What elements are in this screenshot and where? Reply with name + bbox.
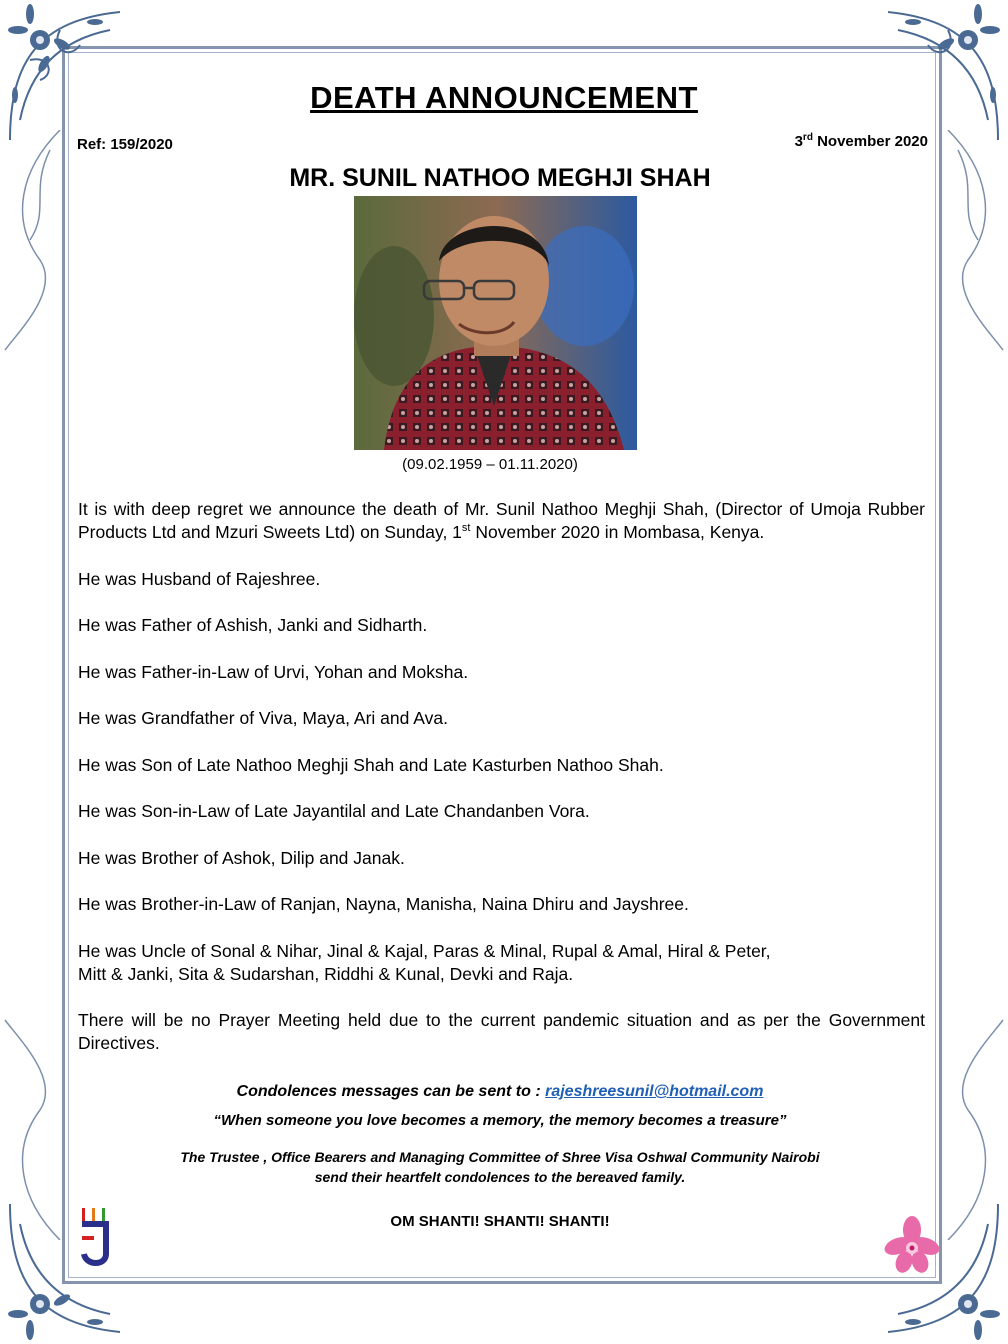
floral-corner-ornament-top-left: [0, 0, 150, 150]
relation-father-in-law: He was Father-in-Law of Urvi, Yohan and Moksha.: [78, 661, 469, 682]
announcement-date: 3rd November 2020: [794, 132, 928, 150]
lifespan-dates: (09.02.1959 – 01.11.2020): [402, 456, 578, 473]
condolence-email-link[interactable]: rajeshreesunil@hotmail.com: [545, 1083, 764, 1100]
deceased-name: MR. SUNIL NATHOO MEGHJI SHAH: [289, 164, 711, 192]
committee-message-line1: The Trustee , Office Bearers and Managing Committee of Shree Visa Oshwal Community Nairobi: [180, 1149, 820, 1165]
announcement-body: [78, 498, 925, 1079]
intro-paragraph: It is with deep regret we announce the death of Mr. Sunil Nathoo Meghji Shah, (Director of Umoja Rubber Products Ltd and Mzuri Sweets Ltd) on Sunday, 1st November 2020 in Mombasa, Kenya.: [78, 499, 925, 542]
relation-uncle: He was Uncle of Sonal & Nihar, Jinal & Kajal, Paras & Minal, Rupal & Amal, Hiral & Peter, Mitt & Janki, Sita & Sudarshan, Riddhi & Kunal, Devki and Raja.: [78, 940, 771, 984]
memorial-quote: “When someone you love becomes a memory, the memory becomes a treasure”: [213, 1112, 787, 1129]
om-shanti: OM SHANTI! SHANTI! SHANTI!: [390, 1213, 610, 1230]
relation-brother: He was Brother of Ashok, Dilip and Janak.: [78, 847, 405, 868]
reference-number: Ref: 159/2020: [77, 136, 173, 153]
relation-son-in-law: He was Son-in-Law of Late Jayantilal and Late Chandanben Vora.: [78, 801, 590, 821]
prayer-meeting-note: There will be no Prayer Meeting held due to the current pandemic situation and as per the Government Directives.: [78, 1010, 925, 1053]
relation-brother-in-law: He was Brother-in-Law of Ranjan, Nayna, Manisha, Naina Dhiru and Jayshree.: [78, 894, 689, 914]
page-title: DEATH ANNOUNCEMENT: [310, 80, 698, 115]
floral-corner-ornament-top-right: [858, 0, 1008, 150]
orchid-flower-icon: [884, 1214, 940, 1274]
portrait-photo: [354, 196, 637, 450]
community-logo-icon: [78, 1206, 120, 1270]
relation-son: He was Son of Late Nathoo Meghji Shah and Late Kasturben Nathoo Shah.: [78, 754, 664, 775]
relation-father: He was Father of Ashish, Janki and Sidharth.: [78, 615, 428, 635]
relation-husband: He was Husband of Rajeshree.: [78, 568, 321, 589]
committee-message-line2: send their heartfelt condolences to the bereaved family.: [314, 1169, 686, 1185]
relation-grandfather: He was Grandfather of Viva, Maya, Ari and Ava.: [78, 708, 448, 728]
condolence-line: Condolences messages can be sent to : rajeshreesunil@hotmail.com: [236, 1083, 764, 1100]
